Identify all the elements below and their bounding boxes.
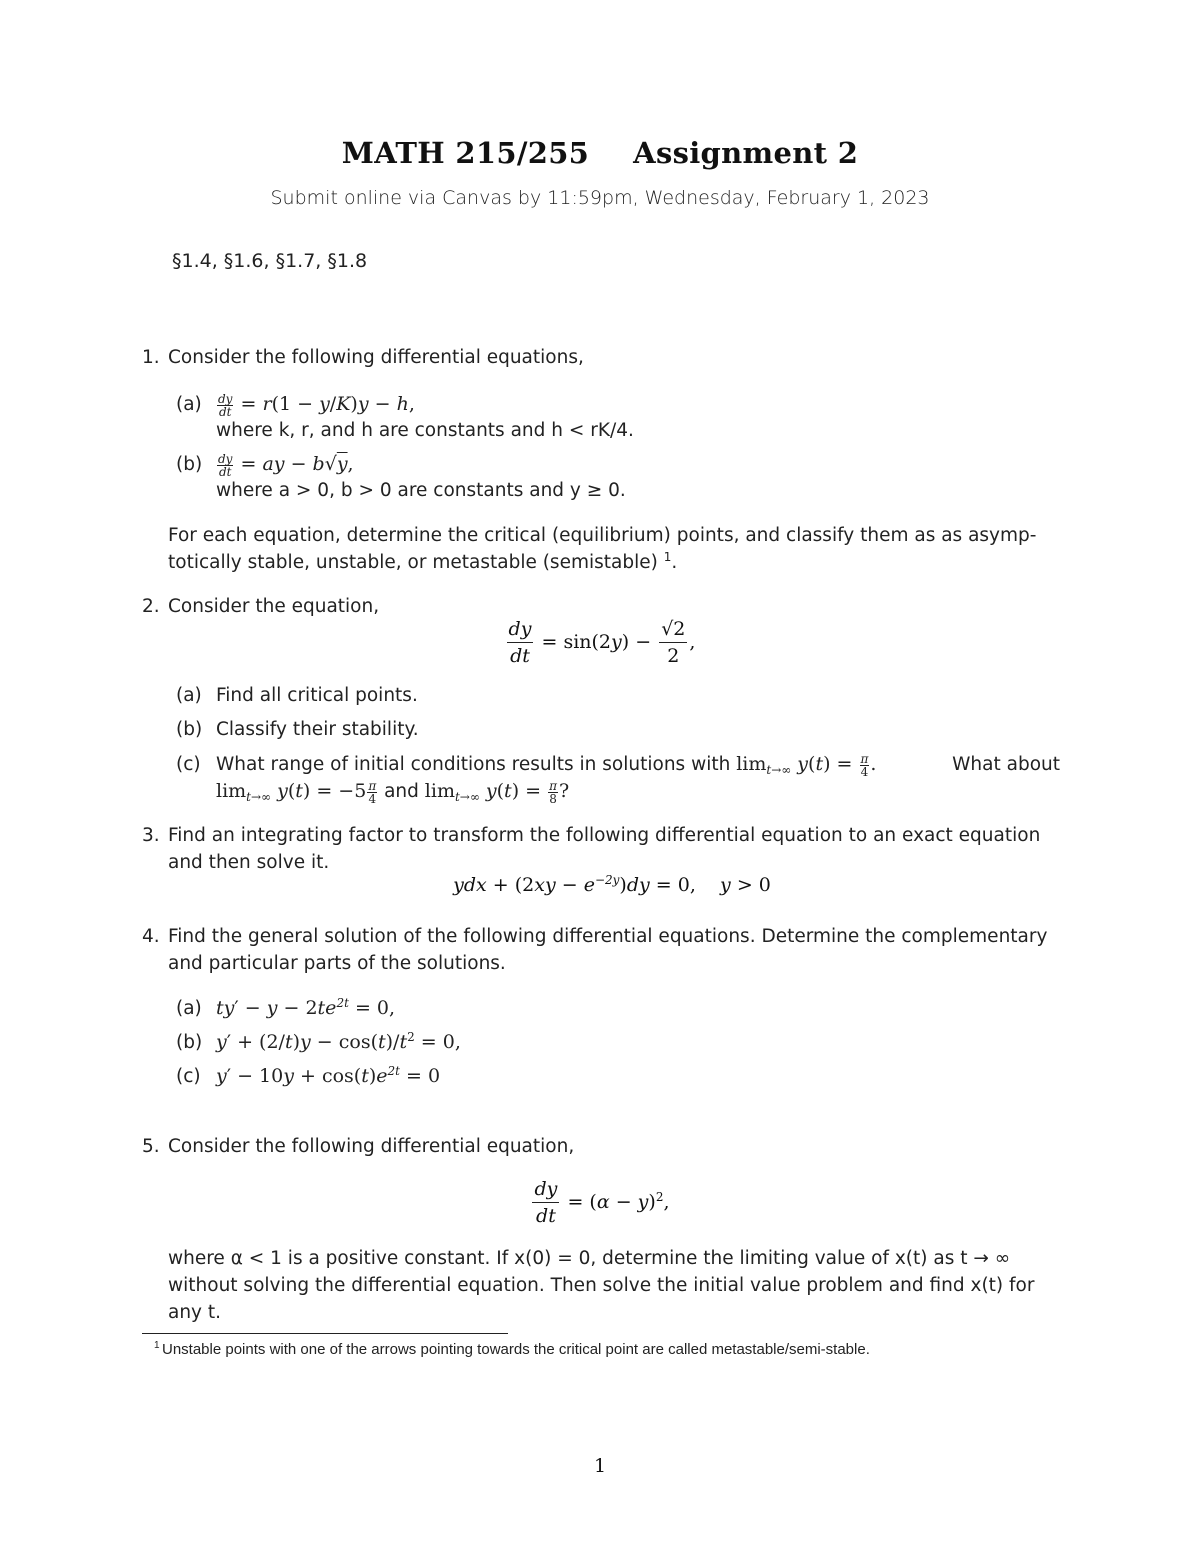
- footnote: [154, 1340, 870, 1358]
- q2a-text: Find all critical points.: [216, 685, 418, 706]
- q4c-equation: $y' - 10y + \cos(t)e^{2t} = 0$: [216, 1064, 441, 1087]
- q4b-label: (b): [176, 1032, 203, 1053]
- q1-number: 1.: [142, 347, 160, 368]
- q4a-equation: $ty' - y - 2te^{2t} = 0$,: [216, 996, 396, 1019]
- footnote-mark: 1: [154, 1340, 160, 1351]
- q5-line1: where α < 1 is a positive constant. If x(0) = 0, determine the limiting value of x(t) as t → ∞: [168, 1248, 1011, 1269]
- q5-line2: without solving the differential equation. Then solve the initial value problem and find x(t) for: [168, 1275, 1035, 1296]
- q2a-label: (a): [176, 685, 202, 706]
- q5-line3: any t.: [168, 1302, 222, 1323]
- document-title: [0, 136, 1200, 170]
- assignment-name: Assignment 2: [633, 136, 859, 170]
- q1-task-line1: For each equation, determine the critical (equilibrium) points, and classify them as as asymp-: [168, 525, 1037, 546]
- q3-display-equation: ydx + $(2xy - e^{-2y})dy = 0$, y > 0: [453, 873, 771, 896]
- q1b-label: (b): [176, 454, 203, 475]
- q2c-line2: $\lim_{t\to\infty} y(t) = -5$ $\frac{\pi}{4}$ and $\lim_{t\to\infty} y(t)$ = $\frac{\pi}{8}$ ?: [216, 778, 570, 806]
- footnote-text: Unstable points with one of the arrows pointing towards the critical point are called metastable/semi-stable.: [162, 1341, 870, 1358]
- q2-display-equation: $\frac{dy}{dt}$ = sin(2y) − $\frac{√2}{2}$ ,: [508, 618, 696, 667]
- course-code: MATH 215/255: [341, 136, 590, 170]
- q1-intro: Consider the following differential equations,: [168, 347, 584, 368]
- q4-line1: Find the general solution of the following differential equations. Determine the complementary: [168, 926, 1048, 947]
- q1b-equation: $\frac{dy}{dt}$ = ay − b√y,: [218, 451, 354, 479]
- q2-number: 2.: [142, 596, 160, 617]
- footnote-divider: [142, 1333, 508, 1334]
- q3-number: 3.: [142, 825, 160, 846]
- q2c-label: (c): [176, 754, 201, 775]
- q5-intro: Consider the following differential equation,: [168, 1136, 575, 1157]
- q5-number: 5.: [142, 1136, 160, 1157]
- q4-number: 4.: [142, 926, 160, 947]
- q2b-label: (b): [176, 719, 203, 740]
- q2c-what-about: What about: [952, 754, 1060, 775]
- due-date-line: Submit online via Canvas by 11:59pm, Wednesday, February 1, 2023: [270, 187, 930, 209]
- q4b-equation: $y' + (2/t)y - \cos(t)/t^2 = 0$,: [216, 1030, 461, 1053]
- q2c-text: What range of initial conditions results in solutions with: [216, 754, 731, 775]
- page-number: 1: [593, 1455, 607, 1477]
- q1b-condition: where a > 0, b > 0 are constants and y ≥ 0.: [216, 480, 626, 501]
- q5-display-equation: $\frac{dy}{dt}$ = $(\alpha - y)^2$,: [534, 1178, 670, 1227]
- q1a-equation: $\frac{dy}{dt}$ = r(1 − y/K)y − h,: [218, 391, 415, 419]
- q1-task-line2: totically stable, unstable, or metastable (semistable) $^1$.: [168, 550, 678, 573]
- q1a-condition: where k, r, and h are constants and h < rK/4.: [216, 420, 634, 441]
- q4a-label: (a): [176, 998, 202, 1019]
- q1a-label: (a): [176, 394, 202, 415]
- q4c-label: (c): [176, 1066, 201, 1087]
- q3-line1: Find an integrating factor to transform the following differential equation to an exact equation: [168, 825, 1041, 846]
- footnote-ref: 1: [663, 550, 672, 564]
- sections-list: §1.4, §1.6, §1.7, §1.8: [172, 250, 368, 272]
- q3-line2: and then solve it.: [168, 852, 330, 873]
- q2c-line1: What range of initial conditions results in solutions with $\lim_{t\to\infty} y(t)$ = $\frac{\pi}{4}$ . What about: [216, 751, 1060, 779]
- q2b-text: Classify their stability.: [216, 719, 419, 740]
- q2-intro: Consider the equation,: [168, 596, 380, 617]
- q4-line2: and particular parts of the solutions.: [168, 953, 506, 974]
- q2c-and: and: [384, 781, 419, 802]
- q1-task-text: totically stable, unstable, or metastable (semistable): [168, 552, 658, 573]
